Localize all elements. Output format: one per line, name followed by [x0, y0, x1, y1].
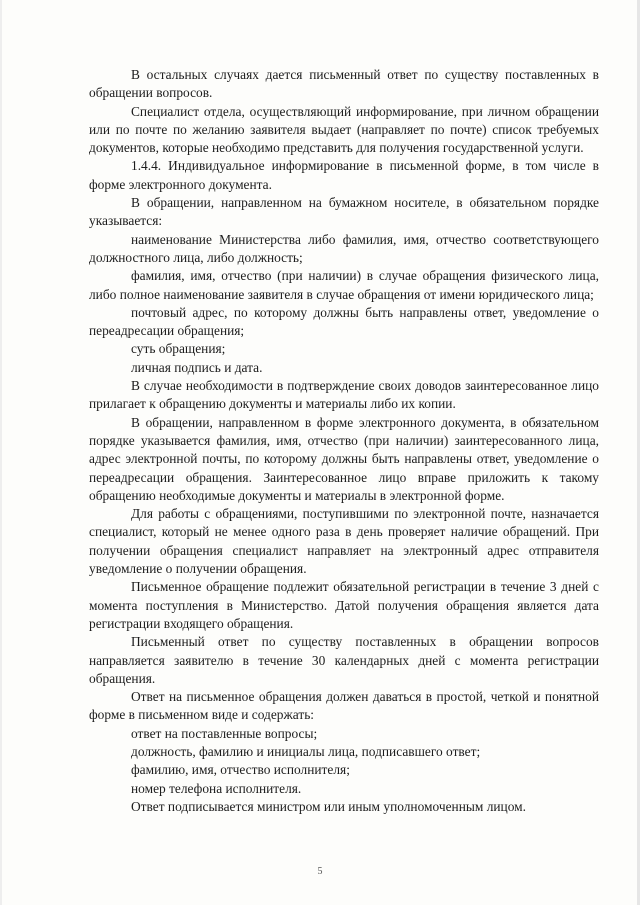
list-item: почтовый адрес, по которому должны быть направлены ответ, уведомление о переадресации обращения; [89, 304, 599, 339]
paragraph: Письменное обращение подлежит обязательной регистрации в течение 3 дней с момента поступления в Министерство. Датой получения обращения является дата регистрации входящего обращения. [89, 579, 599, 631]
paragraph: 1.4.4. Индивидуальное информирование в письменной форме, в том числе в форме электронного документа. [89, 158, 599, 192]
paragraph: Ответ на письменное обращения должен даваться в простой, четкой и понятной форме в письменном виде и содержать: [89, 689, 599, 723]
list-item: ответ на поставленные вопросы; [131, 725, 318, 741]
paragraph: В обращении, направленном на бумажном носителе, в обязательном порядке указывается: [89, 195, 599, 229]
paragraph: Письменный ответ по существу поставленных в обращении вопросов направляется заявителю в течение 30 календарных дней с момента регистрации обращения. [89, 634, 599, 686]
list-item: фамилия, имя, отчество (при наличии) в случае обращения физического лица, либо полное наименование заявителя в случае обращения от имени юридического лица; [89, 268, 599, 302]
paragraph: В обращении, направленном в форме электронного документа, в обязательном порядке указывается фамилия, имя, отчество (при наличии) заинтересованного лица, адрес электронной почты, по которому должны быть направлены ответ, уведомление о переадресации обращения. Заинтересованное лицо вправе приложить к такому обращению необходимые документы и материалы в электронной форме. [89, 414, 599, 503]
list-item: должность, фамилию и инициалы лица, подписавшего ответ; [131, 743, 481, 759]
paragraph: В остальных случаях дается письменный ответ по существу поставленных в обращении вопросов. [89, 67, 599, 101]
scan-edge-left [0, 0, 2, 905]
paragraph: Специалист отдела, осуществляющий информирование, при личном обращении или по почте по желанию заявителя выдает (направляет по почте) список требуемых документов, которые необходимо представить для получения государственной услуги. [89, 103, 599, 156]
list-item: фамилию, имя, отчество исполнителя; [131, 762, 350, 778]
list-item: номер телефона исполнителя. [131, 780, 302, 796]
list-item: наименование Министерства либо фамилия, имя, отчество соответствующего должностного лица, либо должность; [89, 231, 599, 265]
paragraph: Для работы с обращениями, поступившими по электронной почте, назначается специалист, который не менее одного раза в день проверяет наличие обращений. При получении обращения специалист направляет на электронный адрес отправителя уведомление о получении обращения. [89, 506, 599, 577]
list-item: личная подпись и дата. [131, 359, 263, 375]
paragraph: Ответ подписывается министром или иным уполномоченным лицом. [131, 798, 526, 814]
page-number: 5 [317, 866, 323, 877]
paragraph: В случае необходимости в подтверждение своих доводов заинтересованное лицо прилагает к обращению документы и материалы либо их копии. [89, 378, 599, 412]
list-item: суть обращения; [131, 341, 226, 357]
document-body [89, 66, 599, 816]
